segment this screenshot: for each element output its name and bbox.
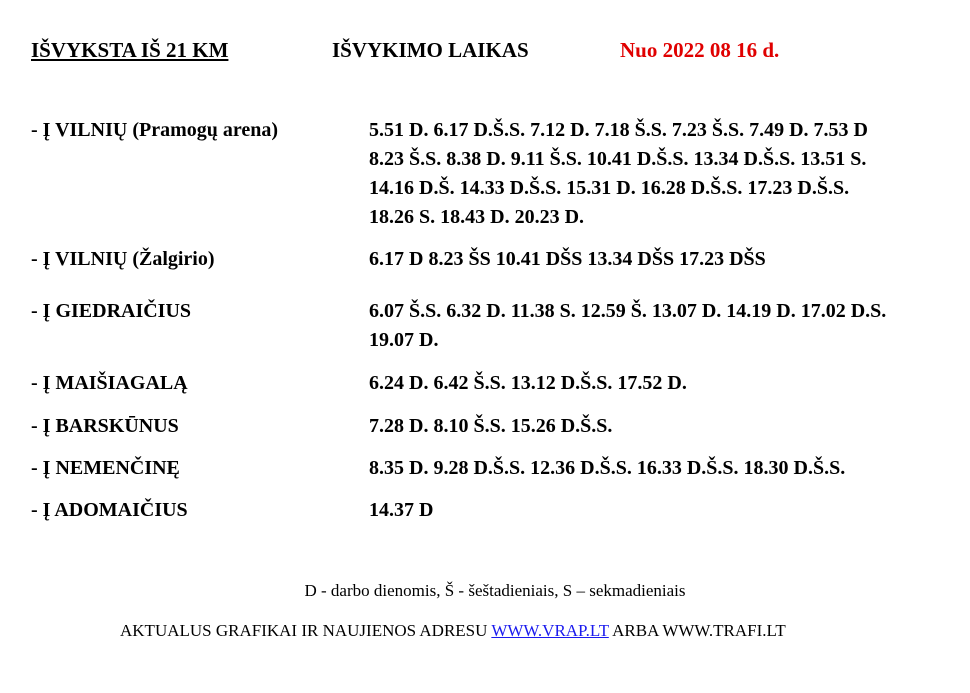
footer-prefix: AKTUALUS GRAFIKAI IR NAUJIENOS ADRESU [120,621,492,640]
times-line: 6.07 Š.S. 6.32 D. 11.38 S. 12.59 Š. 13.07 D. 14.19 D. 17.02 D.S. [369,300,887,322]
valid-from-date: Nuo 2022 08 16 d. [620,38,780,62]
times-line: 18.26 S. 18.43 D. 20.23 D. [369,206,585,228]
route-destination: - Į GIEDRAIČIUS [31,300,192,322]
times-line: 6.24 D. 6.42 Š.S. 13.12 D.Š.S. 17.52 D. [369,372,687,394]
route-times [369,412,939,441]
footer [120,621,786,641]
times-line: 19.07 D. [369,329,439,351]
times-line: 5.51 D. 6.17 D.Š.S. 7.12 D. 7.18 Š.S. 7.23 Š.S. 7.49 D. 7.53 D [369,119,868,141]
route-destination: - Į VILNIŲ (Pramogų arena) [31,119,279,141]
route-destination: - Į ADOMAIČIUS [31,499,188,521]
vrap-link[interactable]: WWW.VRAP.LT [491,621,609,640]
departure-time-title: IŠVYKIMO LAIKAS [332,38,529,62]
departure-title: IŠVYKSTA IŠ 21 KM [31,38,229,62]
route-times [369,245,939,274]
times-line: 8.35 D. 9.28 D.Š.S. 12.36 D.Š.S. 16.33 D.Š.S. 18.30 D.Š.S. [369,457,846,479]
times-line: 7.28 D. 8.10 Š.S. 15.26 D.Š.S. [369,415,613,437]
route-destination: - Į MAIŠIAGALĄ [31,372,188,394]
route-destination: - Į NEMENČINĘ [31,457,180,479]
route-destination: - Į BARSKŪNUS [31,415,179,437]
route-times [369,496,939,525]
footer-suffix: ARBA WWW.TRAFI.LT [608,621,786,640]
times-line: 8.23 Š.S. 8.38 D. 9.11 Š.S. 10.41 D.Š.S. 13.34 D.Š.S. 13.51 S. [369,148,867,170]
schedule-header [0,38,970,74]
route-times [369,369,939,398]
route-times [369,116,939,232]
route-times [369,454,939,483]
legend: D - darbo dienomis, Š - šeštadieniais, S – sekmadieniais [304,581,686,600]
route-destination: - Į VILNIŲ (Žalgirio) [31,248,215,270]
route-times [369,297,939,355]
times-line: 14.16 D.Š. 14.33 D.Š.S. 15.31 D. 16.28 D.Š.S. 17.23 D.Š.S. [369,177,850,199]
times-line: 14.37 D [369,499,434,521]
times-line: 6.17 D 8.23 ŠS 10.41 DŠS 13.34 DŠS 17.23 DŠS [369,248,766,270]
